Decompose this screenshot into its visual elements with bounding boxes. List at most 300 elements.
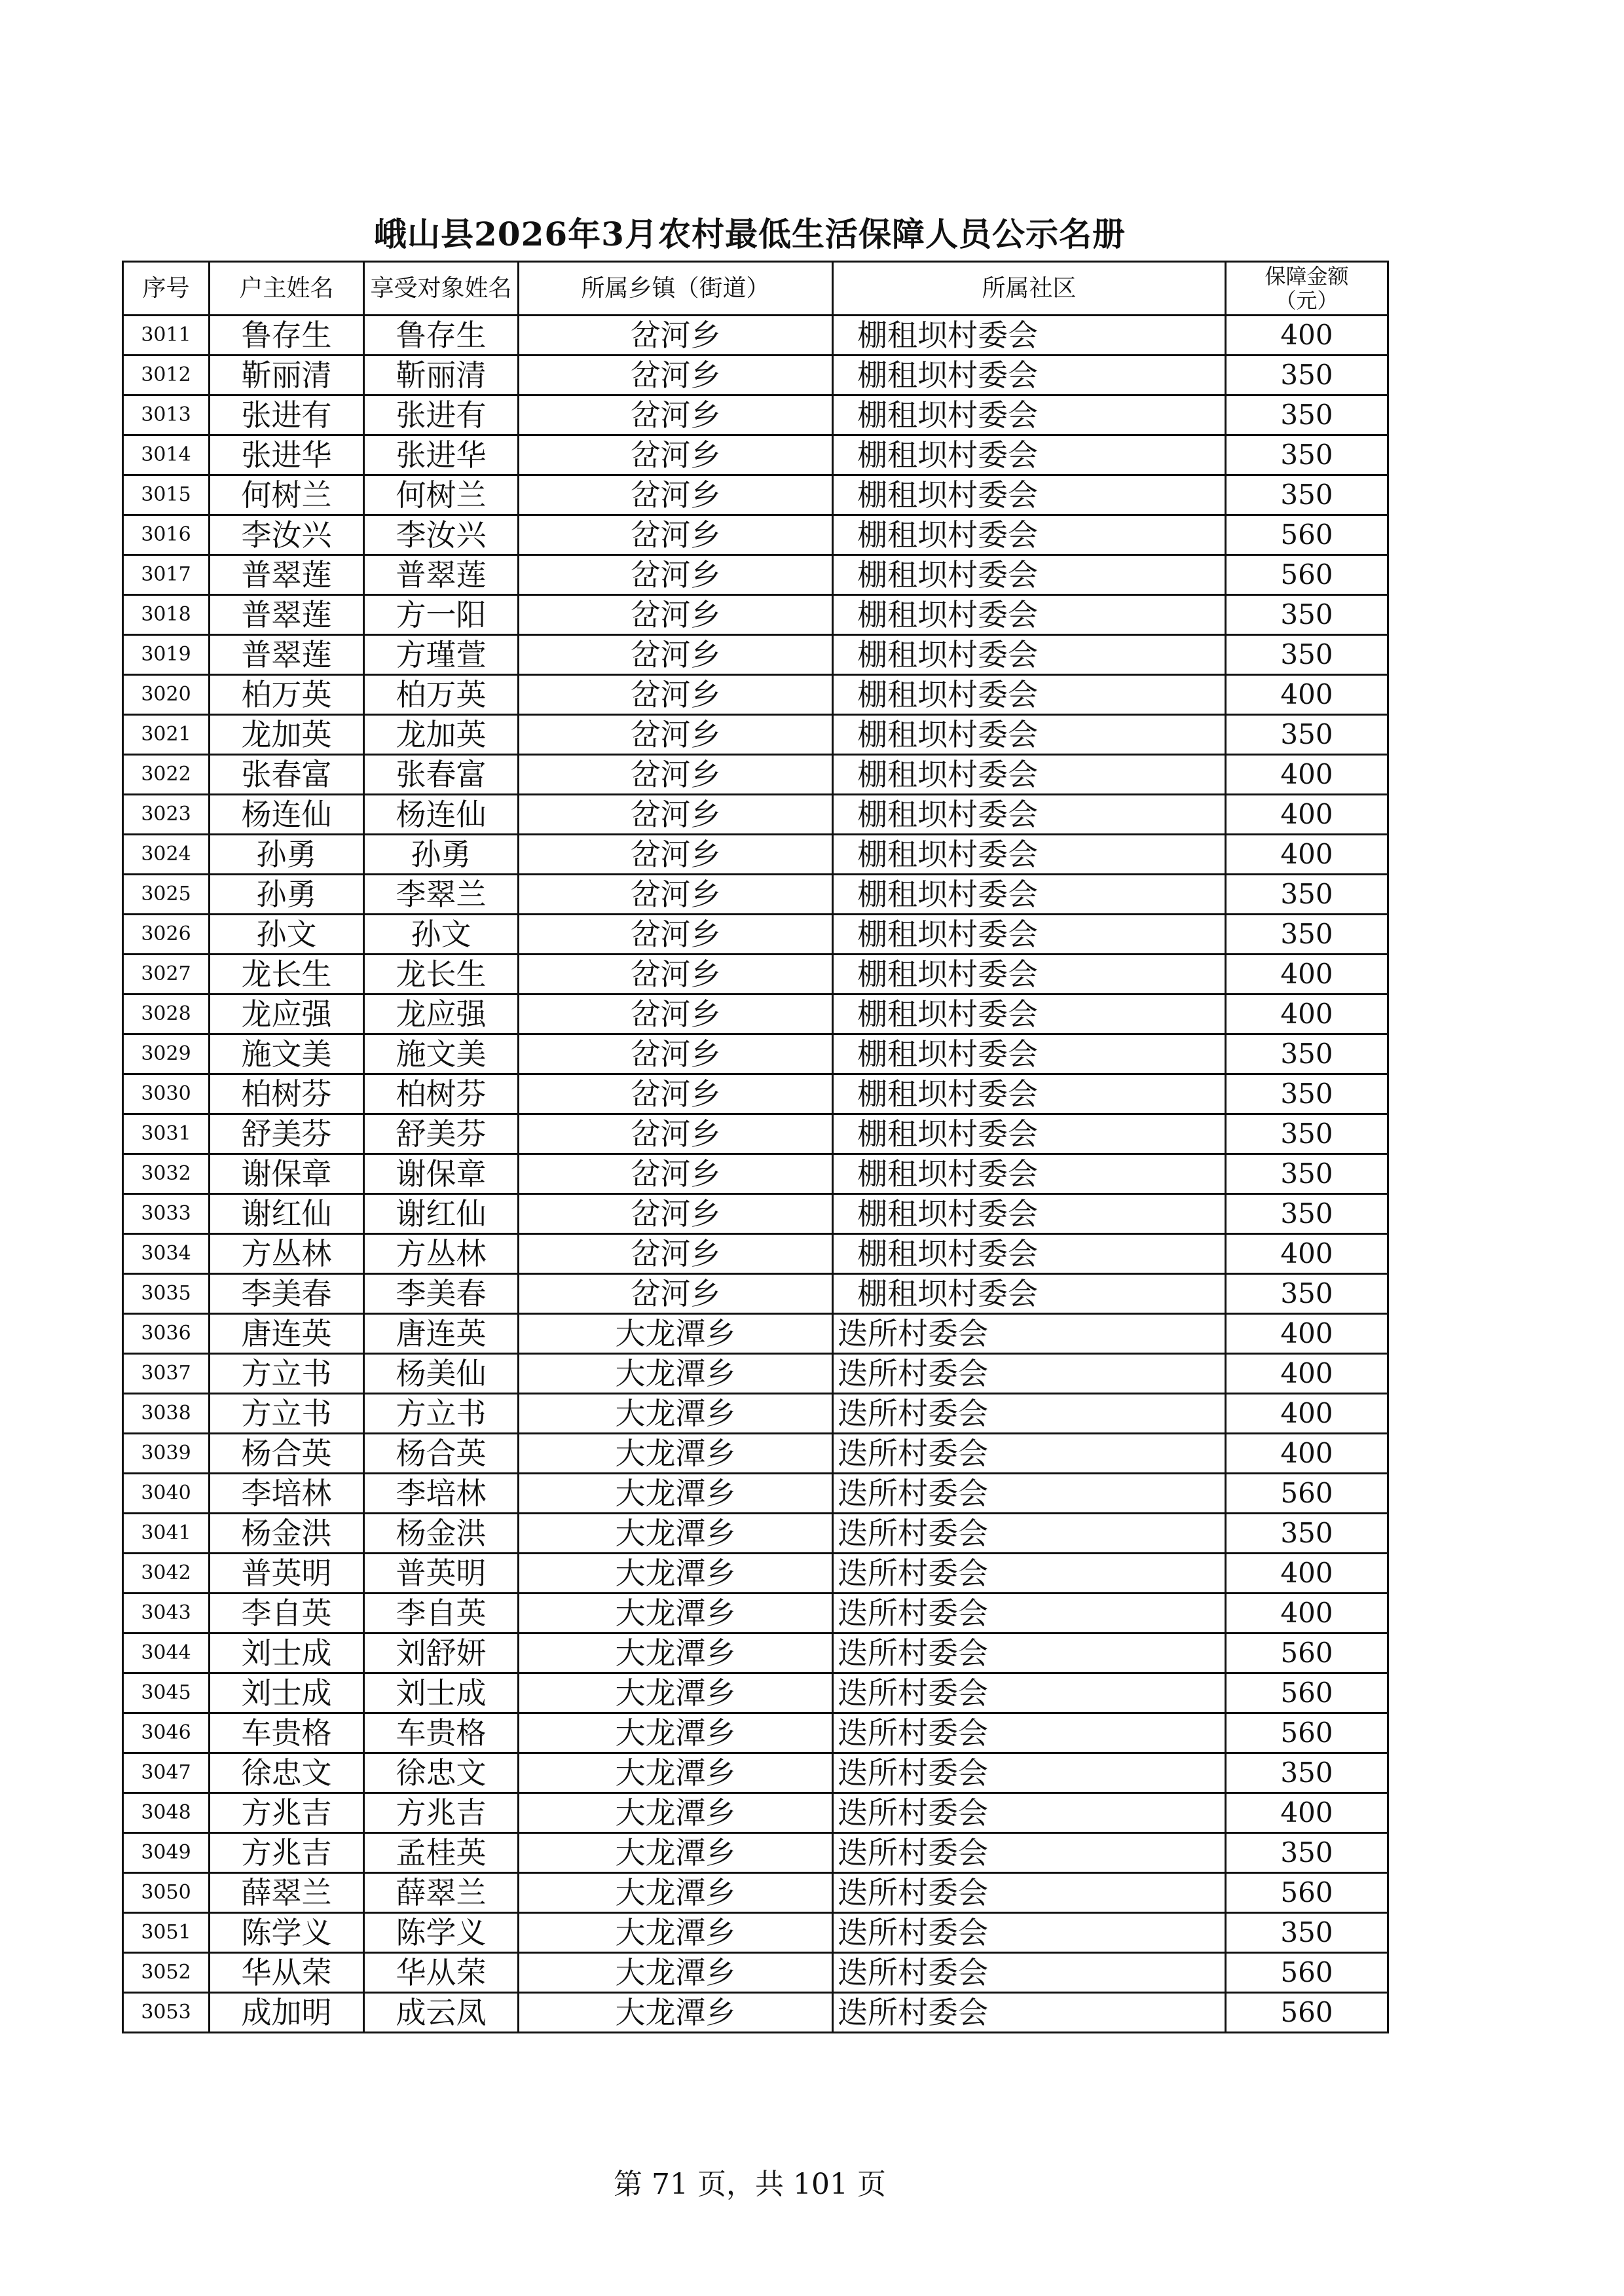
row-seq: 3049 — [123, 1833, 210, 1873]
row-community: 棚租坝村委会 — [833, 795, 1226, 835]
row-town: 大龙潭乡 — [519, 1713, 833, 1753]
row-town: 大龙潭乡 — [519, 1514, 833, 1554]
row-seq: 3029 — [123, 1034, 210, 1074]
row-community: 棚租坝村委会 — [833, 1074, 1226, 1114]
row-town: 大龙潭乡 — [519, 1474, 833, 1514]
row-head-name: 方丛林 — [210, 1234, 364, 1274]
row-beneficiary: 龙应强 — [364, 994, 519, 1034]
row-seq: 3028 — [123, 994, 210, 1034]
table-row — [123, 1354, 1388, 1394]
table-row — [123, 1474, 1388, 1514]
table-row — [123, 1434, 1388, 1474]
row-beneficiary: 柏树芬 — [364, 1074, 519, 1114]
row-beneficiary: 靳丽清 — [364, 355, 519, 395]
row-seq: 3035 — [123, 1274, 210, 1314]
row-seq: 3019 — [123, 635, 210, 675]
table-row — [123, 835, 1388, 875]
table-row — [123, 1753, 1388, 1793]
row-head-name: 杨金洪 — [210, 1514, 364, 1554]
row-community: 棚租坝村委会 — [833, 875, 1226, 915]
row-seq: 3042 — [123, 1554, 210, 1594]
table-row — [123, 1993, 1388, 2033]
row-beneficiary: 唐连英 — [364, 1314, 519, 1354]
row-community: 迭所村委会 — [833, 1594, 1226, 1633]
table-row — [123, 1673, 1388, 1713]
row-beneficiary: 龙加英 — [364, 715, 519, 755]
row-amount: 350 — [1226, 1034, 1388, 1074]
table-row — [123, 1274, 1388, 1314]
row-seq: 3021 — [123, 715, 210, 755]
row-seq: 3047 — [123, 1753, 210, 1793]
row-community: 棚租坝村委会 — [833, 475, 1226, 515]
row-head-name: 方立书 — [210, 1354, 364, 1394]
row-seq: 3040 — [123, 1474, 210, 1514]
table-row — [123, 1234, 1388, 1274]
row-head-name: 普翠莲 — [210, 595, 364, 635]
table-row — [123, 795, 1388, 835]
row-head-name: 杨连仙 — [210, 795, 364, 835]
row-seq: 3053 — [123, 1993, 210, 2033]
row-town: 岔河乡 — [519, 515, 833, 555]
row-head-name: 普英明 — [210, 1554, 364, 1594]
row-amount: 560 — [1226, 555, 1388, 595]
row-amount: 400 — [1226, 795, 1388, 835]
row-seq: 3051 — [123, 1913, 210, 1953]
row-seq: 3011 — [123, 316, 210, 355]
row-community: 棚租坝村委会 — [833, 395, 1226, 435]
table-row — [123, 475, 1388, 515]
row-beneficiary: 李翠兰 — [364, 875, 519, 915]
row-seq: 3017 — [123, 555, 210, 595]
row-town: 岔河乡 — [519, 915, 833, 955]
row-seq: 3012 — [123, 355, 210, 395]
row-head-name: 李培林 — [210, 1474, 364, 1514]
row-community: 棚租坝村委会 — [833, 955, 1226, 994]
col-header-town: 所属乡镇（街道） — [519, 262, 833, 316]
row-beneficiary: 孟桂英 — [364, 1833, 519, 1873]
row-seq: 3016 — [123, 515, 210, 555]
row-head-name: 刘士成 — [210, 1633, 364, 1673]
row-seq: 3046 — [123, 1713, 210, 1753]
row-head-name: 方兆吉 — [210, 1793, 364, 1833]
row-town: 岔河乡 — [519, 475, 833, 515]
table-row — [123, 595, 1388, 635]
row-head-name: 孙文 — [210, 915, 364, 955]
table-row — [123, 1194, 1388, 1234]
row-community: 迭所村委会 — [833, 1314, 1226, 1354]
row-seq: 3027 — [123, 955, 210, 994]
row-amount: 350 — [1226, 715, 1388, 755]
row-amount: 350 — [1226, 475, 1388, 515]
row-beneficiary: 李美春 — [364, 1274, 519, 1314]
row-head-name: 成加明 — [210, 1993, 364, 2033]
row-beneficiary: 李汝兴 — [364, 515, 519, 555]
row-beneficiary: 李自英 — [364, 1594, 519, 1633]
row-community: 棚租坝村委会 — [833, 755, 1226, 795]
row-community: 迭所村委会 — [833, 1793, 1226, 1833]
row-seq: 3032 — [123, 1154, 210, 1194]
row-community: 迭所村委会 — [833, 1394, 1226, 1434]
row-head-name: 龙长生 — [210, 955, 364, 994]
table-row — [123, 1913, 1388, 1953]
row-seq: 3045 — [123, 1673, 210, 1713]
row-town: 岔河乡 — [519, 1074, 833, 1114]
row-amount: 350 — [1226, 1154, 1388, 1194]
row-town: 大龙潭乡 — [519, 1873, 833, 1913]
row-community: 棚租坝村委会 — [833, 316, 1226, 355]
row-town: 大龙潭乡 — [519, 1753, 833, 1793]
row-beneficiary: 龙长生 — [364, 955, 519, 994]
table-row — [123, 875, 1388, 915]
row-head-name: 张进有 — [210, 395, 364, 435]
row-town: 岔河乡 — [519, 595, 833, 635]
row-beneficiary: 杨金洪 — [364, 1514, 519, 1554]
row-amount: 350 — [1226, 1074, 1388, 1114]
row-town: 大龙潭乡 — [519, 1314, 833, 1354]
row-beneficiary: 刘舒妍 — [364, 1633, 519, 1673]
row-amount: 400 — [1226, 994, 1388, 1034]
row-beneficiary: 普翠莲 — [364, 555, 519, 595]
table-row — [123, 1713, 1388, 1753]
table-row — [123, 675, 1388, 715]
row-community: 棚租坝村委会 — [833, 635, 1226, 675]
row-beneficiary: 方立书 — [364, 1394, 519, 1434]
row-town: 岔河乡 — [519, 1274, 833, 1314]
row-amount: 400 — [1226, 1554, 1388, 1594]
row-head-name: 方立书 — [210, 1394, 364, 1434]
row-town: 岔河乡 — [519, 875, 833, 915]
table-row — [123, 1873, 1388, 1913]
col-header-seq: 序号 — [123, 262, 210, 316]
row-seq: 3013 — [123, 395, 210, 435]
row-town: 岔河乡 — [519, 835, 833, 875]
row-head-name: 普翠莲 — [210, 555, 364, 595]
table-row — [123, 1034, 1388, 1074]
row-seq: 3018 — [123, 595, 210, 635]
row-town: 大龙潭乡 — [519, 1673, 833, 1713]
row-seq: 3043 — [123, 1594, 210, 1633]
page-title: 峨山县2026年3月农村最低生活保障人员公示名册 — [374, 215, 1126, 253]
row-beneficiary: 杨连仙 — [364, 795, 519, 835]
row-community: 棚租坝村委会 — [833, 835, 1226, 875]
page-footer: 第 71 页，共 101 页 — [614, 2168, 886, 2201]
row-community: 迭所村委会 — [833, 1554, 1226, 1594]
row-beneficiary: 陈学义 — [364, 1913, 519, 1953]
row-seq: 3052 — [123, 1953, 210, 1993]
row-head-name: 舒美芬 — [210, 1114, 364, 1154]
table-row — [123, 955, 1388, 994]
row-amount: 350 — [1226, 595, 1388, 635]
row-seq: 3048 — [123, 1793, 210, 1833]
table-row — [123, 1953, 1388, 1993]
table-row — [123, 355, 1388, 395]
row-town: 岔河乡 — [519, 1194, 833, 1234]
row-seq: 3050 — [123, 1873, 210, 1913]
row-head-name: 靳丽清 — [210, 355, 364, 395]
row-amount: 350 — [1226, 1274, 1388, 1314]
table-row — [123, 715, 1388, 755]
table-row — [123, 1514, 1388, 1554]
table-row — [123, 1074, 1388, 1114]
row-community: 棚租坝村委会 — [833, 1034, 1226, 1074]
row-town: 岔河乡 — [519, 395, 833, 435]
row-community: 迭所村委会 — [833, 1873, 1226, 1913]
row-seq: 3023 — [123, 795, 210, 835]
row-community: 迭所村委会 — [833, 1354, 1226, 1394]
row-town: 岔河乡 — [519, 755, 833, 795]
row-beneficiary: 施文美 — [364, 1034, 519, 1074]
col-header-amount-unit: （元） — [1275, 287, 1338, 313]
row-head-name: 孙勇 — [210, 835, 364, 875]
row-amount: 350 — [1226, 635, 1388, 675]
row-beneficiary: 孙勇 — [364, 835, 519, 875]
row-community: 棚租坝村委会 — [833, 1154, 1226, 1194]
row-beneficiary: 刘士成 — [364, 1673, 519, 1713]
row-community: 棚租坝村委会 — [833, 994, 1226, 1034]
row-town: 大龙潭乡 — [519, 1354, 833, 1394]
row-amount: 350 — [1226, 1194, 1388, 1234]
row-town: 岔河乡 — [519, 955, 833, 994]
row-head-name: 谢红仙 — [210, 1194, 364, 1234]
row-amount: 560 — [1226, 1993, 1388, 2033]
row-town: 岔河乡 — [519, 1234, 833, 1274]
row-head-name: 龙应强 — [210, 994, 364, 1034]
col-header-beneficiary: 享受对象姓名 — [364, 262, 519, 316]
row-head-name: 龙加英 — [210, 715, 364, 755]
row-seq: 3025 — [123, 875, 210, 915]
row-amount: 350 — [1226, 395, 1388, 435]
table-row — [123, 635, 1388, 675]
table-row — [123, 1554, 1388, 1594]
row-head-name: 李自英 — [210, 1594, 364, 1633]
row-head-name: 刘士成 — [210, 1673, 364, 1713]
row-town: 岔河乡 — [519, 635, 833, 675]
row-beneficiary: 何树兰 — [364, 475, 519, 515]
row-community: 棚租坝村委会 — [833, 1274, 1226, 1314]
row-beneficiary: 谢保章 — [364, 1154, 519, 1194]
row-head-name: 杨合英 — [210, 1434, 364, 1474]
row-amount: 350 — [1226, 1753, 1388, 1793]
row-community: 棚租坝村委会 — [833, 595, 1226, 635]
row-beneficiary: 车贵格 — [364, 1713, 519, 1753]
table-row — [123, 435, 1388, 475]
table-row — [123, 915, 1388, 955]
row-beneficiary: 张进有 — [364, 395, 519, 435]
row-amount: 560 — [1226, 1873, 1388, 1913]
row-beneficiary: 方兆吉 — [364, 1793, 519, 1833]
row-community: 迭所村委会 — [833, 1713, 1226, 1753]
table-row — [123, 1154, 1388, 1194]
row-beneficiary: 孙文 — [364, 915, 519, 955]
table-row — [123, 1594, 1388, 1633]
row-seq: 3015 — [123, 475, 210, 515]
row-head-name: 张进华 — [210, 435, 364, 475]
row-amount: 560 — [1226, 1633, 1388, 1673]
row-amount: 350 — [1226, 915, 1388, 955]
row-amount: 350 — [1226, 435, 1388, 475]
row-seq: 3026 — [123, 915, 210, 955]
row-town: 岔河乡 — [519, 435, 833, 475]
row-seq: 3034 — [123, 1234, 210, 1274]
row-amount: 400 — [1226, 955, 1388, 994]
row-community: 棚租坝村委会 — [833, 355, 1226, 395]
row-seq: 3041 — [123, 1514, 210, 1554]
row-head-name: 施文美 — [210, 1034, 364, 1074]
row-head-name: 陈学义 — [210, 1913, 364, 1953]
row-town: 岔河乡 — [519, 715, 833, 755]
row-head-name: 孙勇 — [210, 875, 364, 915]
table-row — [123, 1394, 1388, 1434]
table-body — [123, 316, 1388, 2033]
row-head-name: 车贵格 — [210, 1713, 364, 1753]
row-head-name: 徐忠文 — [210, 1753, 364, 1793]
table-row — [123, 555, 1388, 595]
row-seq: 3038 — [123, 1394, 210, 1434]
row-beneficiary: 薛翠兰 — [364, 1873, 519, 1913]
row-amount: 350 — [1226, 1514, 1388, 1554]
row-beneficiary: 普英明 — [364, 1554, 519, 1594]
table-header-row — [123, 262, 1388, 316]
table-row — [123, 316, 1388, 355]
row-amount: 560 — [1226, 1474, 1388, 1514]
table-row — [123, 1833, 1388, 1873]
row-beneficiary: 方丛林 — [364, 1234, 519, 1274]
row-amount: 400 — [1226, 1793, 1388, 1833]
row-seq: 3030 — [123, 1074, 210, 1114]
row-community: 棚租坝村委会 — [833, 715, 1226, 755]
row-community: 迭所村委会 — [833, 1993, 1226, 2033]
row-community: 棚租坝村委会 — [833, 675, 1226, 715]
col-header-community: 所属社区 — [833, 262, 1226, 316]
row-community: 棚租坝村委会 — [833, 1114, 1226, 1154]
row-town: 大龙潭乡 — [519, 1833, 833, 1873]
row-seq: 3024 — [123, 835, 210, 875]
row-town: 岔河乡 — [519, 316, 833, 355]
table-row — [123, 755, 1388, 795]
col-header-head-name: 户主姓名 — [210, 262, 364, 316]
row-town: 岔河乡 — [519, 355, 833, 395]
row-head-name: 方兆吉 — [210, 1833, 364, 1873]
row-beneficiary: 成云凤 — [364, 1993, 519, 2033]
row-seq: 3014 — [123, 435, 210, 475]
row-town: 大龙潭乡 — [519, 1793, 833, 1833]
row-amount: 350 — [1226, 1114, 1388, 1154]
row-head-name: 柏万英 — [210, 675, 364, 715]
row-head-name: 柏树芬 — [210, 1074, 364, 1114]
row-head-name: 谢保章 — [210, 1154, 364, 1194]
row-community: 棚租坝村委会 — [833, 515, 1226, 555]
row-community: 迭所村委会 — [833, 1434, 1226, 1474]
row-town: 大龙潭乡 — [519, 1993, 833, 2033]
row-amount: 400 — [1226, 316, 1388, 355]
row-seq: 3044 — [123, 1633, 210, 1673]
row-community: 迭所村委会 — [833, 1633, 1226, 1673]
row-beneficiary: 徐忠文 — [364, 1753, 519, 1793]
row-amount: 400 — [1226, 1314, 1388, 1354]
row-head-name: 华从荣 — [210, 1953, 364, 1993]
row-amount: 400 — [1226, 1354, 1388, 1394]
row-beneficiary: 张春富 — [364, 755, 519, 795]
row-seq: 3020 — [123, 675, 210, 715]
row-amount: 560 — [1226, 515, 1388, 555]
table-row — [123, 1793, 1388, 1833]
row-amount: 400 — [1226, 1394, 1388, 1434]
row-amount: 400 — [1226, 1434, 1388, 1474]
row-amount: 400 — [1226, 1234, 1388, 1274]
table-row — [123, 515, 1388, 555]
row-town: 大龙潭乡 — [519, 1554, 833, 1594]
row-head-name: 李美春 — [210, 1274, 364, 1314]
row-amount: 560 — [1226, 1953, 1388, 1993]
row-town: 大龙潭乡 — [519, 1913, 833, 1953]
row-town: 岔河乡 — [519, 555, 833, 595]
row-beneficiary: 杨美仙 — [364, 1354, 519, 1394]
row-beneficiary: 杨合英 — [364, 1434, 519, 1474]
row-community: 棚租坝村委会 — [833, 915, 1226, 955]
row-town: 岔河乡 — [519, 675, 833, 715]
row-head-name: 薛翠兰 — [210, 1873, 364, 1913]
row-town: 大龙潭乡 — [519, 1594, 833, 1633]
col-header-amount-label: 保障金额 — [1264, 263, 1349, 289]
row-community: 棚租坝村委会 — [833, 1194, 1226, 1234]
row-amount: 350 — [1226, 355, 1388, 395]
row-town: 岔河乡 — [519, 795, 833, 835]
row-beneficiary: 鲁存生 — [364, 316, 519, 355]
row-beneficiary: 方瑾萱 — [364, 635, 519, 675]
row-amount: 560 — [1226, 1673, 1388, 1713]
row-town: 大龙潭乡 — [519, 1953, 833, 1993]
row-head-name: 李汝兴 — [210, 515, 364, 555]
row-amount: 400 — [1226, 835, 1388, 875]
row-seq: 3022 — [123, 755, 210, 795]
table-row — [123, 1114, 1388, 1154]
row-seq: 3033 — [123, 1194, 210, 1234]
row-town: 岔河乡 — [519, 1154, 833, 1194]
row-head-name: 张春富 — [210, 755, 364, 795]
row-beneficiary: 方一阳 — [364, 595, 519, 635]
row-head-name: 何树兰 — [210, 475, 364, 515]
row-beneficiary: 华从荣 — [364, 1953, 519, 1993]
row-seq: 3036 — [123, 1314, 210, 1354]
row-head-name: 鲁存生 — [210, 316, 364, 355]
row-community: 迭所村委会 — [833, 1913, 1226, 1953]
row-beneficiary: 李培林 — [364, 1474, 519, 1514]
row-seq: 3031 — [123, 1114, 210, 1154]
row-town: 岔河乡 — [519, 994, 833, 1034]
row-beneficiary: 张进华 — [364, 435, 519, 475]
row-amount: 350 — [1226, 875, 1388, 915]
row-head-name: 普翠莲 — [210, 635, 364, 675]
row-community: 棚租坝村委会 — [833, 1234, 1226, 1274]
row-community: 迭所村委会 — [833, 1753, 1226, 1793]
col-header-amount — [1226, 262, 1388, 316]
table-row — [123, 1314, 1388, 1354]
row-community: 棚租坝村委会 — [833, 435, 1226, 475]
row-town: 大龙潭乡 — [519, 1434, 833, 1474]
table-row — [123, 994, 1388, 1034]
table-row — [123, 1633, 1388, 1673]
row-town: 岔河乡 — [519, 1114, 833, 1154]
row-amount: 350 — [1226, 1833, 1388, 1873]
row-amount: 400 — [1226, 675, 1388, 715]
row-town: 大龙潭乡 — [519, 1633, 833, 1673]
row-head-name: 唐连英 — [210, 1314, 364, 1354]
row-town: 大龙潭乡 — [519, 1394, 833, 1434]
row-town: 岔河乡 — [519, 1034, 833, 1074]
row-community: 迭所村委会 — [833, 1833, 1226, 1873]
row-community: 迭所村委会 — [833, 1673, 1226, 1713]
table-row — [123, 395, 1388, 435]
